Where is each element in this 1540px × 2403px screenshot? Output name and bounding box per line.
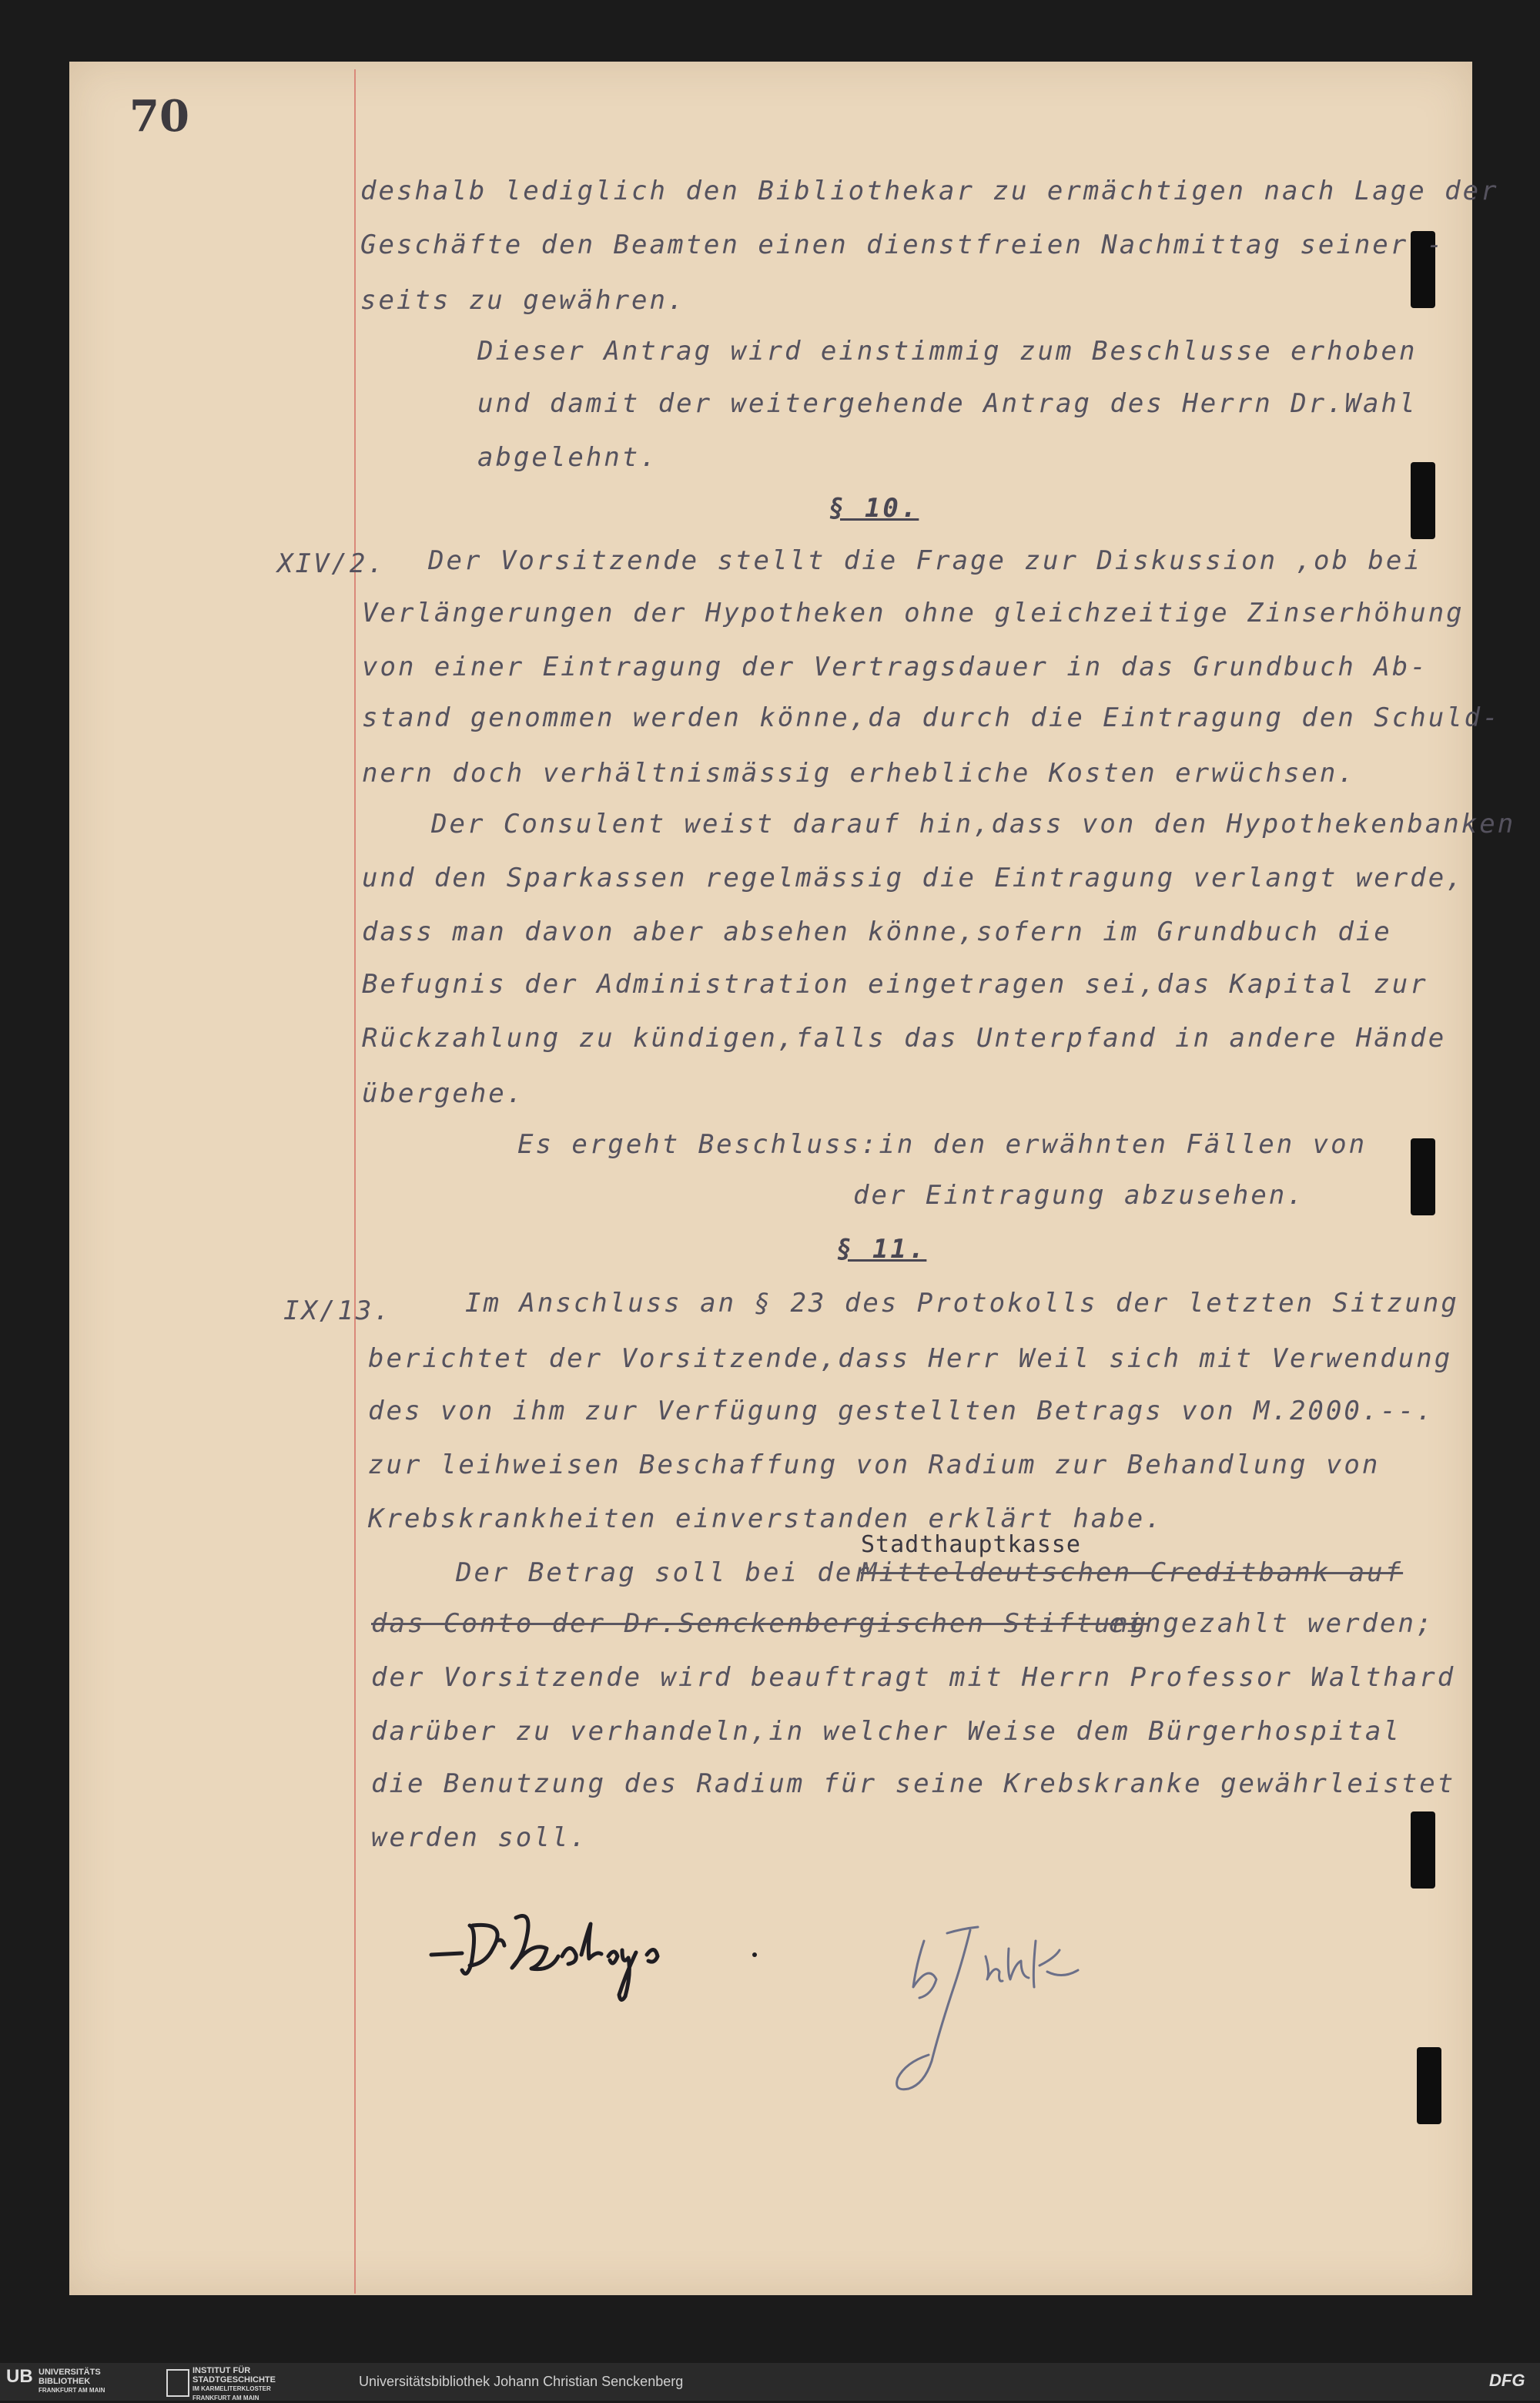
isg-name-line: INSTITUT FÜR — [192, 2366, 251, 2375]
text-line: seits zu gewähren. — [360, 285, 686, 316]
text-line: Krebskrankheiten einverstanden erklärt habe. — [368, 1503, 1163, 1534]
text-line: übergehe. — [362, 1078, 525, 1109]
text-line: eingezahlt werden; — [1109, 1608, 1435, 1639]
text-line: dass man davon aber absehen könne,sofern im Grundbuch die — [362, 917, 1392, 947]
handwritten-insertion: Stadthauptkasse — [861, 1531, 1081, 1558]
text-line: des von ihm zur Verfügung gestellten Betrags von M.2000.--. — [368, 1396, 1435, 1426]
text-line: Es ergeht Beschluss:in den erwähnten Fällen von — [517, 1129, 1368, 1160]
text-line: Rückzahlung zu kündigen,falls das Unterpfand in andere Hände — [362, 1023, 1447, 1054]
text-line: abgelehnt. — [477, 442, 658, 473]
text-line: Verlängerungen der Hypotheken ohne gleichzeitige Zinserhöhung — [362, 598, 1465, 628]
section-heading-11: § 11. — [836, 1234, 927, 1265]
binder-tab — [1411, 1811, 1435, 1889]
binder-tab — [1417, 2047, 1441, 2124]
isg-logo — [166, 2369, 189, 2397]
struck-text: Mitteldeutschen Creditbank auf — [861, 1557, 1404, 1588]
text-line: der Vorsitzende wird beauftragt mit Herrn Professor Walthard — [371, 1662, 1456, 1693]
text-line: stand genommen werden könne,da durch die Eintragung den Schuld- — [362, 702, 1501, 733]
text-line: und damit der weitergehende Antrag des Herrn Dr.Wahl — [477, 388, 1418, 419]
text-line: Der Betrag soll bei der — [456, 1557, 872, 1588]
section-heading-10: § 10. — [829, 493, 919, 524]
text-line: werden soll. — [371, 1822, 588, 1853]
signature-left — [416, 1895, 770, 2018]
text-line: deshalb lediglich den Bibliothekar zu ermächtigen nach Lage der — [360, 176, 1499, 206]
page-number: 70 — [129, 91, 189, 142]
text-line: Befugnis der Administration eingetragen sei,das Kapital zur — [362, 969, 1428, 1000]
margin-reference: IX/13. — [283, 1295, 392, 1326]
ub-name-line: UNIVERSITÄTS — [38, 2368, 101, 2377]
text-line: Der Consulent weist darauf hin,dass von den Hypothekenbanken — [431, 809, 1516, 840]
signature-right — [862, 1910, 1140, 2103]
isg-name — [192, 2366, 276, 2403]
binder-tab — [1411, 1138, 1435, 1215]
footer-bar — [0, 2363, 1540, 2401]
text-line: die Benutzung des Radium für seine Krebskranke gewährleistet — [371, 1768, 1456, 1799]
text-line: der Eintragung abzusehen. — [853, 1180, 1305, 1211]
library-name: Universitätsbibliothek Johann Christian Senckenberg — [359, 2374, 684, 2389]
text-line: von einer Eintragung der Vertragsdauer in das Grundbuch Ab- — [362, 652, 1428, 682]
margin-reference: XIV/2. — [277, 548, 386, 579]
ub-name-line: FRANKFURT AM MAIN — [38, 2387, 105, 2394]
isg-name-line: FRANKFURT AM MAIN — [192, 2395, 259, 2401]
ub-name — [38, 2368, 105, 2395]
struck-text: das Conto der Dr.Senckenbergischen Stiftung — [371, 1608, 1149, 1639]
margin-rule — [354, 69, 356, 2294]
text-line: Geschäfte den Beamten einen dienstfreien Nachmittag seiner - — [360, 230, 1445, 260]
binder-tab — [1411, 462, 1435, 539]
text-line: berichtet der Vorsitzende,dass Herr Weil sich mit Verwendung — [368, 1343, 1453, 1374]
text-line: nern doch verhältnismässig erhebliche Kosten erwüchsen. — [362, 758, 1356, 789]
ub-name-line: BIBLIOTHEK — [38, 2377, 91, 2386]
isg-name-line: IM KARMELITERKLOSTER — [192, 2385, 271, 2392]
text-line: Dieser Antrag wird einstimmig zum Beschlusse erhoben — [477, 336, 1418, 367]
ub-logo: UB — [6, 2366, 33, 2387]
text-line: darüber zu verhandeln,in welcher Weise dem Bürgerhospital — [371, 1716, 1401, 1747]
text-line: Im Anschluss an § 23 des Protokolls der letzten Sitzung — [465, 1288, 1459, 1319]
text-line: zur leihweisen Beschaffung von Radium zur Behandlung von — [368, 1450, 1381, 1480]
dfg-logo: DFG — [1489, 2371, 1525, 2390]
text-line: Der Vorsitzende stellt die Frage zur Diskussion ,ob bei — [428, 545, 1422, 576]
isg-name-line: STADTGESCHICHTE — [192, 2375, 276, 2385]
text-line: und den Sparkassen regelmässig die Eintragung verlangt werde, — [362, 863, 1465, 893]
